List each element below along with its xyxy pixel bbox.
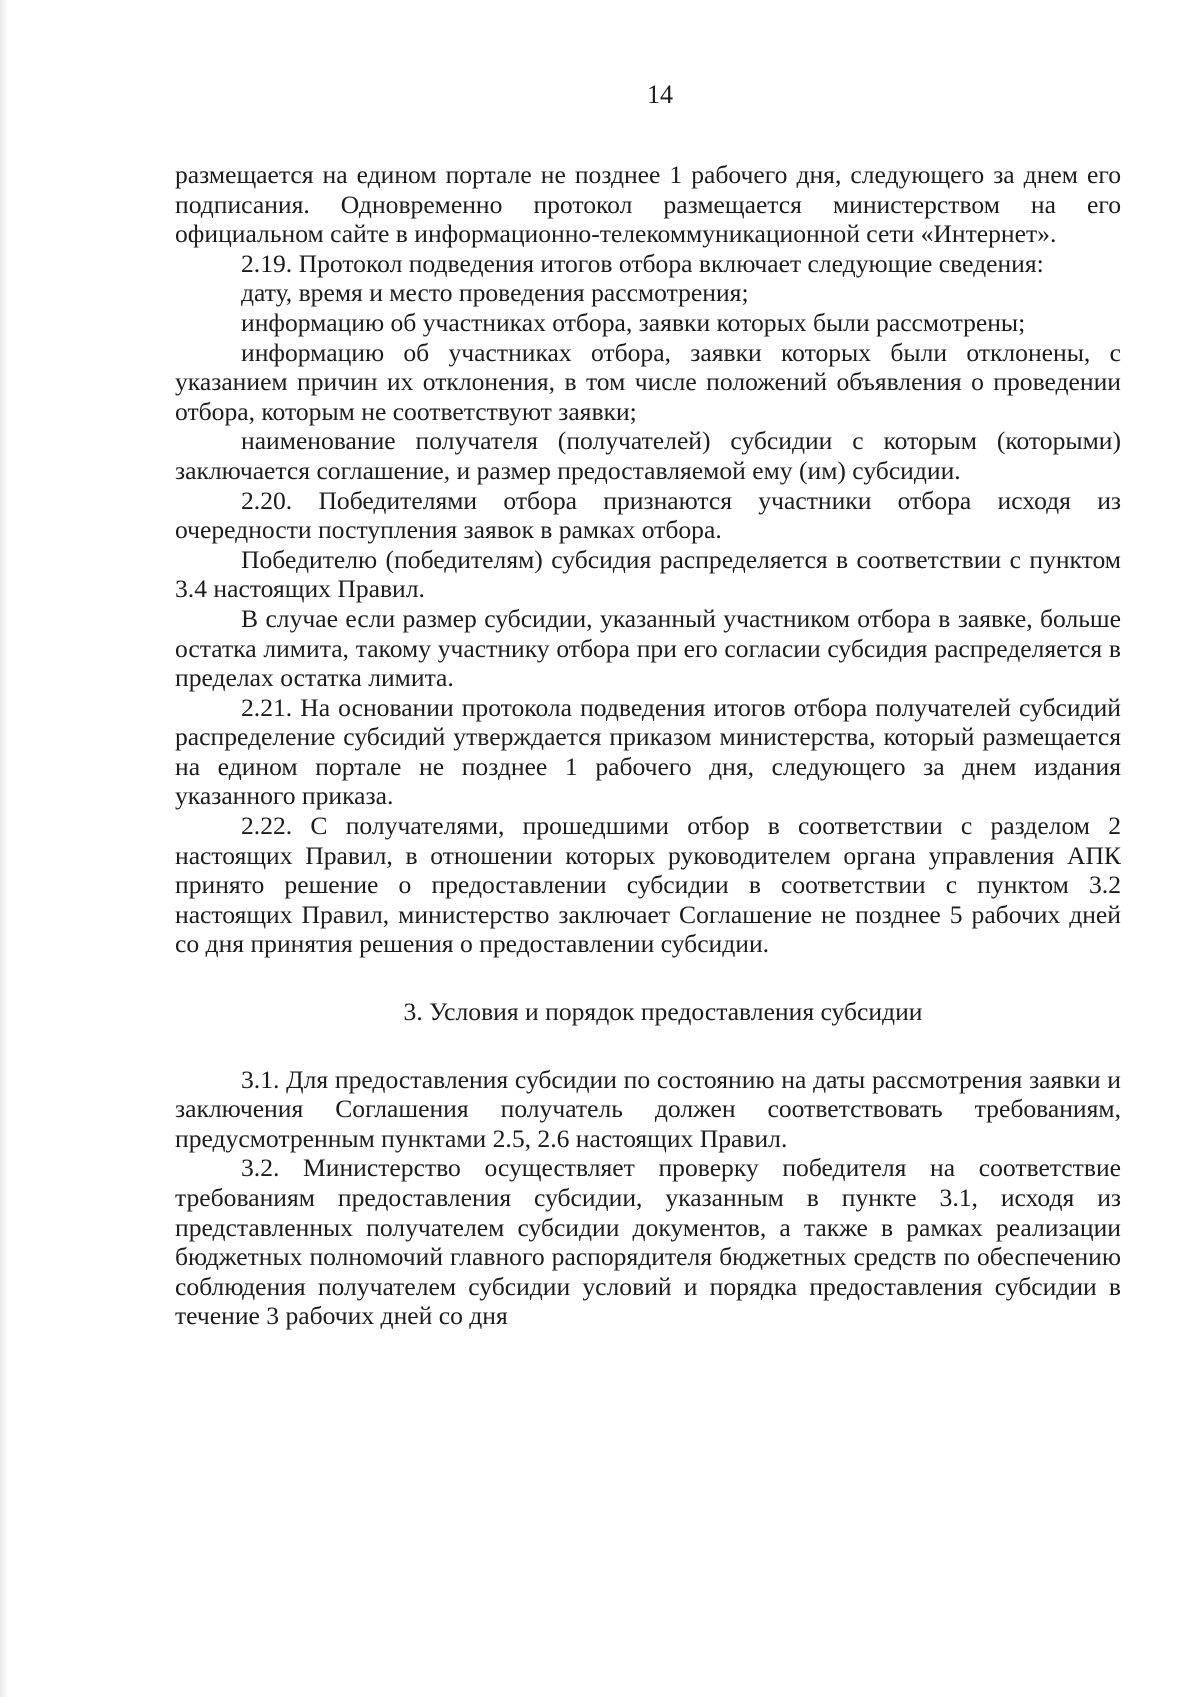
paragraph-2-21: 2.21. На основании протокола подведения итогов отбора получателей субсидий распределение субсидий утверждается приказом министерства, который размещается на едином портале не позднее 1 рабочего дня, следующего за днем издания указанного приказа. [175,692,1121,811]
list-item-rejected: информацию об участниках отбора, заявки которых были отклонены, с указанием причин их отклонения, в том числе положений объявления о проведении отбора, которым не соответствуют заявки; [175,337,1121,426]
document-body [175,160,1121,1331]
paragraph-3-1: 3.1. Для предоставления субсидии по состоянию на даты рассмотрения заявки и заключения Соглашения получатель должен соответствовать требованиям, предусмотренным пунктами 2.5, 2.6 настоящих Правил. [175,1064,1121,1153]
paragraph-2-20: 2.20. Победителями отбора признаются участники отбора исходя из очередности поступления заявок в рамках отбора. [175,485,1121,545]
paragraph-continuation: размещается на едином портале не позднее 1 рабочего дня, следующего за днем его подписания. Одновременно протокол размещается министерством на его официальном сайте в информационно-телекоммуникационной сети «Интернет». [175,160,1121,249]
list-item-recipient: наименование получателя (получателей) субсидии с которым (которыми) заключается соглашение, и размер предоставляемой ему (им) субсидии. [175,426,1121,485]
paragraph-limit: В случае если размер субсидии, указанный участником отбора в заявке, больше остатка лимита, такому участнику отбора при его согласии субсидия распределяется в пределах остатка лимита. [175,603,1121,693]
list-item-date: дату, время и место проведения рассмотрения; [241,278,749,308]
scan-edge-shadow [0,0,8,1697]
section-title: 3. Условия и порядок предоставления субсидии [403,997,923,1027]
page-number: 14 [647,80,673,109]
paragraph-winner: Победителю (победителям) субсидия распределяется в соответствии с пунктом 3.4 настоящих Правил. [175,544,1121,604]
paragraph-3-2: 3.2. Министерство осуществляет проверку победителя на соответствие требованиям предоставления субсидии, указанным в пункте 3.1, исходя из представленных получателем субсидии документов, а также в рамках реализации бюджетных полномочий главного распорядителя бюджетных средств по обеспечению соблюдения получателем субсидии условий и порядка предоставления субсидии в течение 3 рабочих дней со дня [175,1153,1121,1331]
paragraph-2-22: 2.22. С получателями, прошедшими отбор в соответствии с разделом 2 настоящих Правил, в отношении которых руководителем органа управления АПК принято решение о предоставлении субсидии в соответствии с пунктом 3.2 настоящих Правил, министерство заключает Соглашение не позднее 5 рабочих дней со дня принятия решения о предоставлении субсидии. [175,811,1121,959]
list-item-reviewed: информацию об участниках отбора, заявки которых были рассмотрены; [241,307,1026,337]
paragraph-2-19: 2.19. Протокол подведения итогов отбора включает следующие сведения: [241,248,1044,278]
